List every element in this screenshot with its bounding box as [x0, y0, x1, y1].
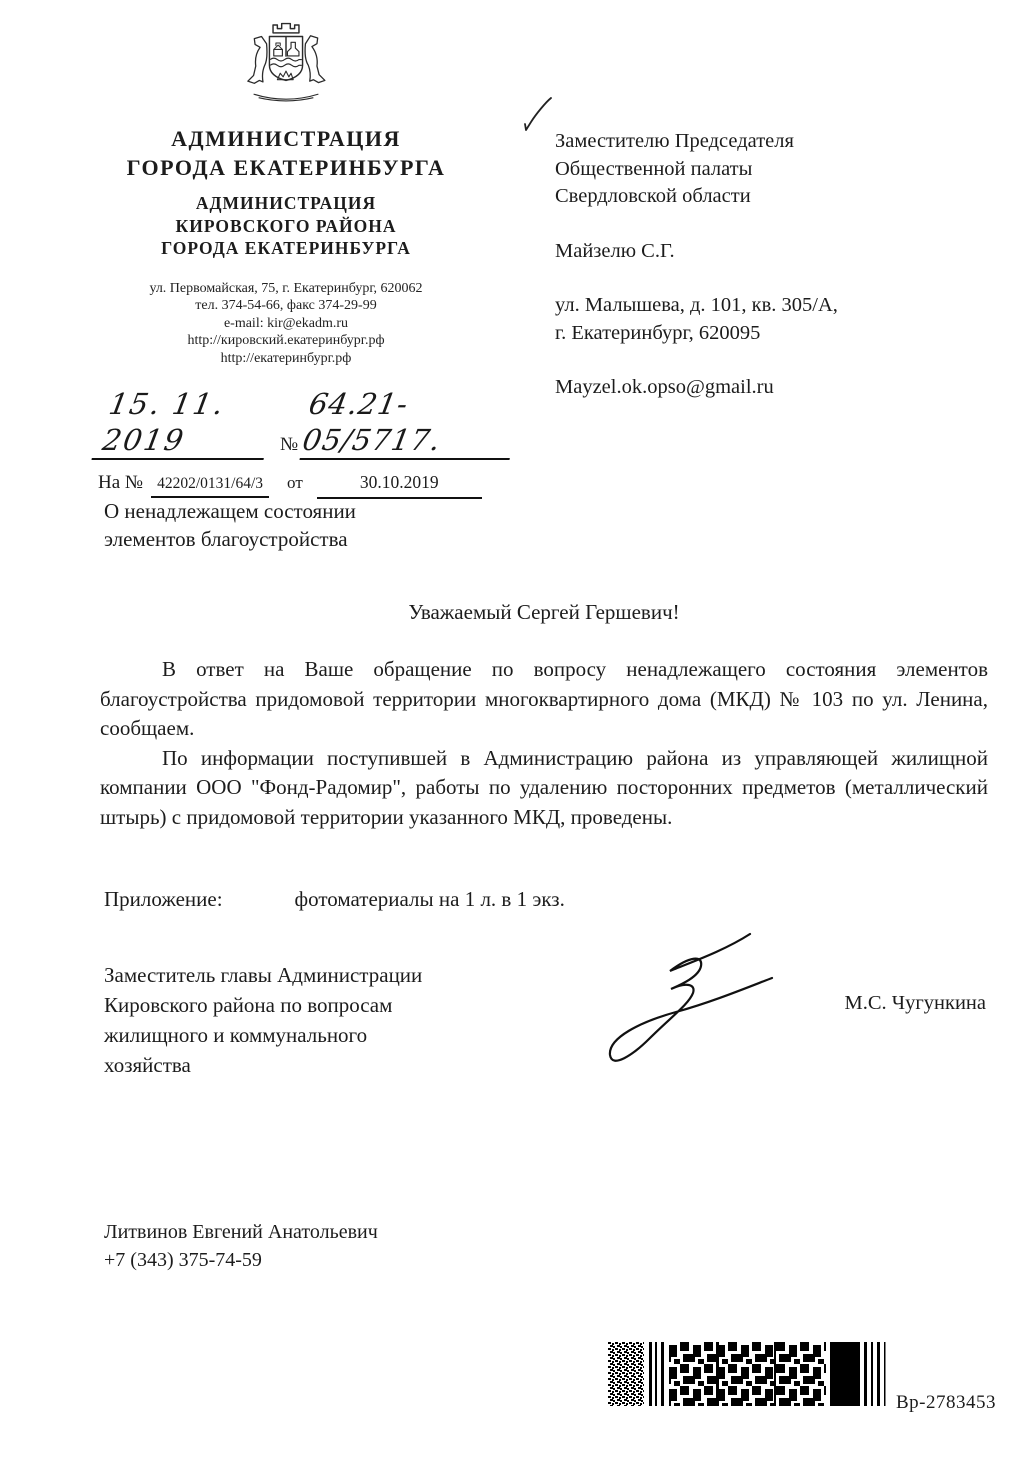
subject-line2: элементов благоустройства — [104, 527, 348, 551]
recipient-title-line3: Свердловской области — [555, 185, 751, 207]
signer-position — [104, 960, 534, 1080]
salutation: Уважаемый Сергей Гершевич! — [408, 600, 680, 624]
letterhead-address: ул. Первомайская, 75, г. Екатеринбург, 620062 — [149, 280, 423, 296]
subject-line1: О ненадлежащем состоянии — [104, 499, 356, 523]
letter-body — [100, 655, 988, 832]
signer-position-line4: хозяйства — [104, 1053, 191, 1077]
signer-position-line1: Заместитель главы Администрации — [104, 963, 423, 987]
outgoing-number-handwritten: 64.21-05/5717. — [300, 386, 523, 460]
executor-name: Литвинов Евгений Анатольевич — [104, 1221, 378, 1243]
reference-block — [98, 386, 548, 499]
recipient-email: Mayzel.ok.opso@gmail.ru — [555, 376, 774, 398]
outgoing-reference-row — [98, 386, 548, 460]
body-paragraph-1: В ответ на Ваше обращение по вопросу ненадлежащего состояния элементов благоустройства придомовой территории многоквартирного дома (МКД) № 103 по ул. Ленина, сообщаем. — [100, 657, 988, 740]
letterhead-phone: тел. 374-54-66, факс 374-29-99 — [195, 298, 377, 313]
recipient-block — [555, 128, 955, 402]
letterhead-site-city: http://екатеринбург.рф — [220, 350, 352, 366]
org-name-line1: АДМИНИСТРАЦИЯ — [171, 126, 401, 151]
incoming-reference-row — [98, 472, 548, 499]
number-sign: № — [280, 434, 299, 455]
recipient-title-line1: Заместителю Председателя — [555, 130, 794, 152]
letterhead-contacts — [68, 280, 504, 368]
recipient-address-line1: ул. Малышева, д. 101, кв. 305/А, — [555, 294, 838, 316]
handwritten-checkmark-icon — [520, 96, 554, 138]
dept-name-line3: ГОРОДА ЕКАТЕРИНБУРГА — [161, 238, 411, 258]
registration-barcode — [608, 1342, 894, 1406]
reply-from-label: от — [287, 473, 303, 492]
reply-to-label: На № — [98, 472, 144, 493]
barcode-number-label: Вр-2783453 — [896, 1392, 996, 1413]
executor-contact — [104, 1218, 378, 1274]
spacer — [555, 347, 955, 374]
outgoing-date-handwritten: 15. 11. 2019 — [91, 386, 276, 460]
recipient-address-line2: г. Екатеринбург, 620095 — [555, 321, 761, 344]
signer-position-line3: жилищного и коммунального — [104, 1023, 368, 1047]
dept-name-line2: КИРОВСКОГО РАЙОНА — [175, 215, 397, 236]
department-name — [68, 192, 504, 260]
recipient-name: Майзелю С.Г. — [555, 239, 675, 262]
executor-phone: +7 (343) 375-74-59 — [104, 1249, 262, 1271]
attachment-value: фотоматериалы на 1 л. в 1 экз. — [294, 887, 565, 911]
letterhead-email: e-mail: kir@ekadm.ru — [223, 315, 349, 331]
org-name-line2: ГОРОДА ЕКАТЕРИНБУРГА — [126, 155, 446, 180]
spacer — [555, 265, 955, 292]
attachment-label: Приложение: — [104, 887, 223, 911]
letterhead — [68, 14, 504, 367]
body-paragraph-2: По информации поступившей в Администрацию района из управляющей жилищной компании ООО "Фонд-Радомир", работы по удалению посторонних предметов (металлический штырь) с придомовой территории указанного МКД, проведены. — [100, 745, 988, 829]
incoming-date: 30.10.2019 — [317, 472, 482, 499]
signer-name: М.С. Чугункина — [844, 992, 986, 1014]
attachment-line — [104, 887, 565, 912]
letterhead-site-district: http://кировский.екатеринбург.рф — [187, 333, 385, 348]
yekaterinburg-coat-of-arms-icon — [232, 14, 340, 108]
incoming-number: 42202/0131/64/3 — [151, 475, 269, 498]
letter-subject — [104, 497, 356, 553]
recipient-title-line2: Общественной палаты — [555, 157, 753, 180]
dept-name-line1: АДМИНИСТРАЦИЯ — [195, 193, 377, 213]
spacer — [555, 211, 955, 238]
signer-position-line2: Кировского района по вопросам — [104, 993, 393, 1017]
